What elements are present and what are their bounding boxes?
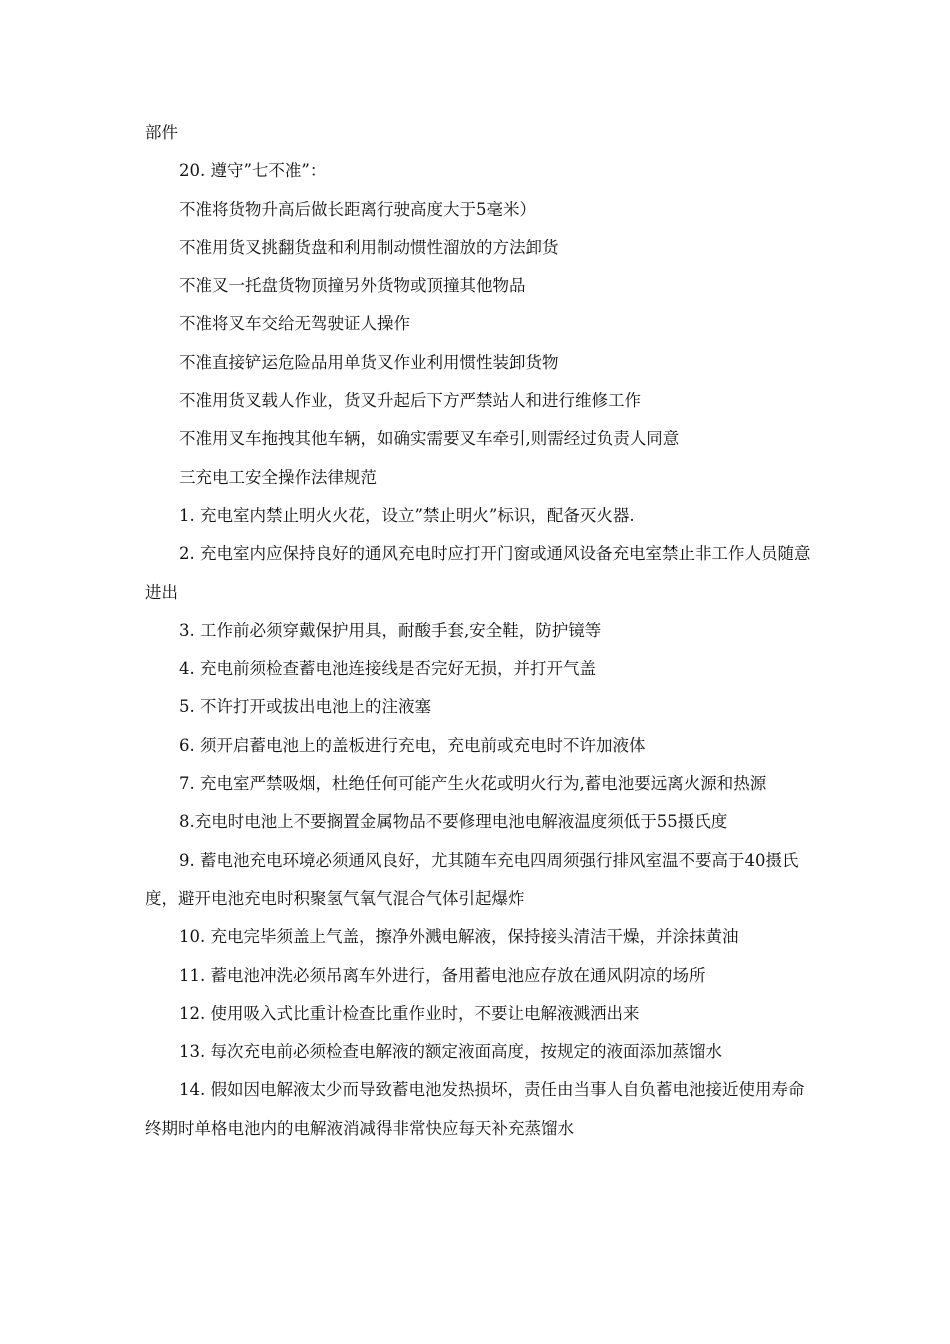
paragraph-12: 2. 充电室内应保持良好的通风充电时应打开门窗或通风设备充电室禁止非工作人员随意进出 — [145, 544, 811, 602]
paragraph-24: 14. 假如因电解液太少而导致蓄电池发热损坏，责任由当事人自负蓄电池接近使用寿命终期时单格电池内的电解液消减得非常快应每天补充蒸馏水 — [145, 1080, 805, 1138]
paragraph-2: 20. 遵守”七不准”： — [179, 161, 327, 181]
paragraph-13: 3. 工作前必须穿戴保护用具，耐酸手套,安全鞋，防护镜等 — [179, 620, 602, 640]
paragraph-19: 9. 蓄电池充电环境必须通风良好，尤其随车充电四周须强行排风室温不要高于40摄氏度，避开电池充电时积聚氢气氧气混合气体引起爆炸 — [145, 850, 799, 908]
paragraph-6: 不准将叉车交给无驾驶证人操作 — [179, 314, 410, 334]
paragraph-15: 5. 不许打开或拔出电池上的注液塞 — [179, 697, 431, 717]
paragraph-5: 不准叉一托盘货物顶撞另外货物或顶撞其他物品 — [179, 276, 526, 296]
paragraph-23: 13. 每次充电前必须检查电解液的额定液面高度，按规定的液面添加蒸馏水 — [179, 1042, 722, 1062]
section-heading: 三充电工安全操作法律规范 — [179, 467, 377, 487]
paragraph-8: 不准用货叉载人作业，货叉升起后下方严禁站人和进行维修工作 — [179, 391, 641, 411]
paragraph-11: 1. 充电室内禁止明火火花，设立”禁止明火”标识，配备灭火器. — [179, 505, 635, 525]
paragraph-18: 8.充电时电池上不要搁置金属物品不要修理电池电解液温度须低于55摄氏度 — [179, 812, 728, 832]
paragraph-22: 12. 使用吸入式比重计检查比重作业时，不要让电解液溅洒出来 — [179, 1003, 640, 1023]
paragraph-3: 不准将货物升高后做长距离行驶高度大于5毫米） — [179, 199, 536, 219]
paragraph-16: 6. 须开启蓄电池上的盖板进行充电，充电前或充电时不许加液体 — [179, 735, 646, 755]
paragraph-14: 4. 充电前须检查蓄电池连接线是否完好无损，并打开气盖 — [179, 659, 596, 679]
paragraph-20: 10. 充电完毕须盖上气盖，擦净外溅电解液，保持接头清洁干燥，并涂抹黄油 — [179, 927, 739, 947]
paragraph-21: 11. 蓄电池冲洗必须吊离车外进行，备用蓄电池应存放在通风阴凉的场所 — [179, 965, 706, 985]
paragraph-9: 不准用叉车拖拽其他车辆，如确实需要叉车牵引,则需经过负责人同意 — [179, 429, 680, 449]
paragraph-4: 不准用货叉挑翻货盘和利用制动惯性溜放的方法卸货 — [179, 237, 559, 257]
paragraph-7: 不准直接铲运危险品用单货叉作业利用惯性装卸货物 — [179, 352, 559, 372]
paragraph-1: 部件 — [145, 123, 178, 142]
paragraph-17: 7. 充电室严禁吸烟，杜绝任何可能产生火花或明火行为,蓄电池要远离火源和热源 — [179, 774, 767, 794]
